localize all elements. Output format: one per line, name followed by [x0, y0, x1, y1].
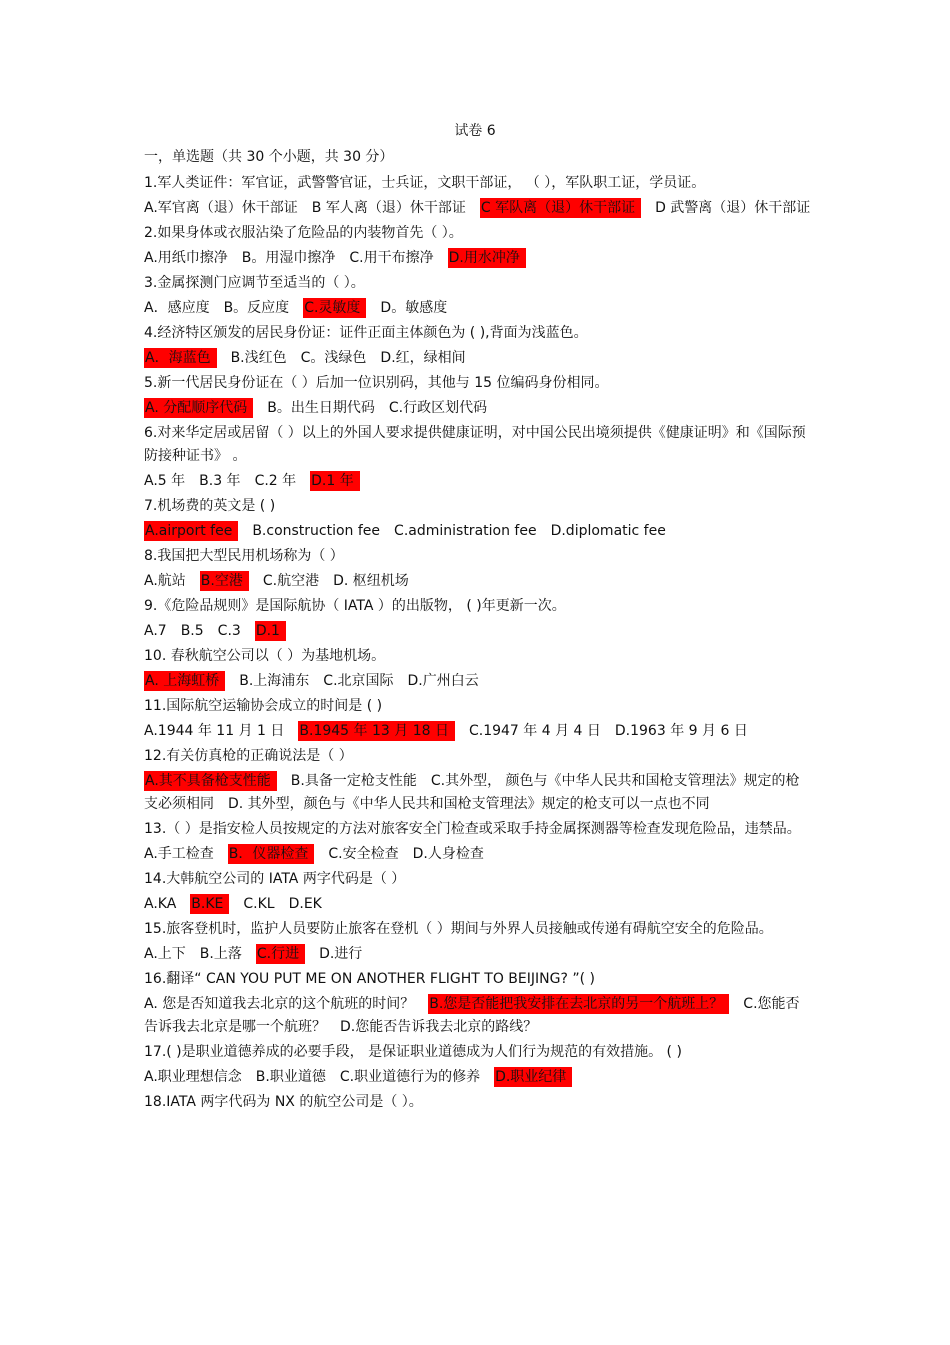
answer-option: A.上下	[144, 946, 186, 962]
option-row	[144, 943, 809, 966]
answer-option: C.administration fee	[394, 523, 537, 539]
question-stem: 5.新一代居民身份证在（ ）后加一位识别码，其他与 15 位编码身份相同。	[144, 375, 609, 391]
answer-option: C.1947 年 4 月 4 日	[468, 723, 601, 739]
question-stem: 15.旅客登机时，监护人员要防止旅客在登机（ ）期间与外界人员接触或传递有碍航空安全的危险品。	[144, 921, 773, 937]
answer-option: B.职业道德	[255, 1069, 326, 1085]
answer-option-highlighted: C.灵敏度	[303, 298, 366, 318]
option-row	[144, 993, 809, 1039]
answer-option: B.construction fee	[252, 523, 381, 539]
answer-option-highlighted: A. 上海虹桥	[144, 671, 225, 691]
answer-option-highlighted: A．海蓝色	[144, 348, 217, 368]
question-stem: 13.（ ）是指安检人员按规定的方法对旅客安全门检查或采取手持金属探测器等检查发现危险品，违禁品。	[144, 821, 801, 837]
answer-option: C.其外型， 颜色与《中华人民共和国枪支管理法》规定的枪支必须相同	[144, 773, 800, 812]
answer-option: C.北京国际	[323, 673, 394, 689]
answer-option: D.1963 年 9 月 6 日	[614, 723, 748, 739]
option-row	[144, 843, 809, 866]
question-stem: 7.机场费的英文是 ( )	[144, 498, 276, 514]
answer-option: D 武警离（退）休干部证	[655, 200, 811, 216]
answer-option-highlighted: A.airport fee	[144, 521, 238, 541]
option-row	[144, 670, 809, 693]
option-row	[144, 297, 809, 320]
answer-option-highlighted: B.您是否能把我安排在去北京的另一个航班上？	[428, 994, 729, 1014]
answer-option-highlighted: B.1945 年 13 月 18 日	[298, 721, 455, 741]
answer-option-highlighted: A. 分配顺序代码	[144, 398, 253, 418]
answer-option: A. 您是否知道我去北京的这个航班的时间？	[144, 996, 415, 1012]
answer-option: C。浅绿色	[300, 350, 367, 366]
question-stem: 8.我国把大型民用机场称为（ ）	[144, 548, 344, 564]
answer-option: B.5	[180, 623, 204, 639]
question-stem: 18.IATA 两字代码为 NX 的航空公司是（ ）。	[144, 1094, 423, 1110]
answer-option-highlighted: C 军队离（退）休干部证	[480, 198, 641, 218]
answer-option: A.用纸巾擦净	[144, 250, 228, 266]
section-heading: 一，单选题（共 30 个小题，共 30 分）	[144, 149, 394, 165]
question-stem: 14.大韩航空公司的 IATA 两字代码是（ ）	[144, 871, 406, 887]
question-stem: 9.《危险品规则》是国际航协（ IATA ）的出版物， ( )年更新一次。	[144, 598, 566, 614]
option-row	[144, 770, 809, 816]
answer-option: C.2 年	[254, 473, 297, 489]
option-row	[144, 347, 809, 370]
option-row	[144, 620, 809, 643]
answer-option-highlighted: D.用水冲净	[448, 248, 526, 268]
answer-option: A.1944 年 11 月 1 日	[144, 723, 285, 739]
answer-option: D.人身检查	[412, 846, 484, 862]
answer-option: A.5 年	[144, 473, 186, 489]
question-stem: 4.经济特区颁发的居民身份证：证件正面主体颜色为 ( ),背面为浅蓝色。	[144, 325, 588, 341]
question-stem: 1.军人类证件：军官证，武警警官证，士兵证，文职干部证， （ ），军队职工证，学员证。	[144, 175, 706, 191]
answer-option: B.具备一定枪支性能	[290, 773, 417, 789]
answer-option: B 军人离（退）休干部证	[311, 200, 466, 216]
option-row	[144, 397, 809, 420]
answer-option: A.航站	[144, 573, 186, 589]
answer-option: C.职业道德行为的修养	[339, 1069, 481, 1085]
answer-option: D.您能否告诉我去北京的路线？	[340, 1019, 538, 1035]
answer-option: C.安全检查	[328, 846, 399, 862]
answer-option-highlighted: D.1	[255, 621, 286, 641]
answer-option-highlighted: B.空港	[200, 571, 249, 591]
question-stem: 16.翻译“ CAN YOU PUT ME ON ANOTHER FLIGHT TO BEIJING? ”( )	[144, 971, 595, 987]
answer-option: D.广州白云	[407, 673, 479, 689]
answer-option: A.军官离（退）休干部证	[144, 200, 298, 216]
answer-option: B.浅红色	[230, 350, 287, 366]
answer-option: D. 枢纽机场	[333, 573, 409, 589]
option-row	[144, 197, 809, 220]
answer-option: B。反应度	[223, 300, 290, 316]
question-stem: 2.如果身体或衣服沾染了危险品的内装物首先（ ）。	[144, 225, 463, 241]
answer-option: D.进行	[319, 946, 363, 962]
answer-option: A.7	[144, 623, 167, 639]
answer-option: C.您能否告诉我去北京是哪一个航班？	[144, 996, 800, 1035]
answer-option: B。出生日期代码	[267, 400, 375, 416]
answer-option: A.职业理想信念	[144, 1069, 242, 1085]
option-row	[144, 470, 809, 493]
answer-option: D.红，绿相间	[380, 350, 466, 366]
answer-option: D.EK	[288, 896, 322, 912]
answer-option: B.上落	[199, 946, 242, 962]
option-row	[144, 720, 809, 743]
question-stem: 12.有关仿真枪的正确说法是（ ）	[144, 748, 353, 764]
answer-option: C.行政区划代码	[388, 400, 488, 416]
answer-option-highlighted: C.行进	[256, 944, 305, 964]
answer-option: B.上海浦东	[239, 673, 310, 689]
option-row	[144, 893, 809, 916]
question-stem: 17.( )是职业道德养成的必要手段， 是保证职业道德成为人们行为规范的有效措施。 ( )	[144, 1044, 682, 1060]
answer-option: C.3	[217, 623, 241, 639]
option-row	[144, 520, 809, 543]
answer-option: C.KL	[243, 896, 275, 912]
answer-option: A．感应度	[144, 300, 210, 316]
question-stem: 11.国际航空运输协会成立的时间是 ( )	[144, 698, 383, 714]
answer-option: D。敏感度	[380, 300, 448, 316]
option-row	[144, 570, 809, 593]
question-stem: 6.对来华定居或居留（ ）以上的外国人要求提供健康证明，对中国公民出境须提供《健康证明》和《国际预防接种证书》 。	[144, 425, 806, 464]
answer-option: C.航空港	[262, 573, 320, 589]
answer-option: A.手工检查	[144, 846, 214, 862]
answer-option: A.KA	[144, 896, 177, 912]
question-list	[144, 172, 809, 1116]
option-row	[144, 1066, 809, 1089]
question-stem: 10. 春秋航空公司以（ ）为基地机场。	[144, 648, 386, 664]
question-stem: 3.金属探测门应调节至适当的（ ）。	[144, 275, 365, 291]
answer-option-highlighted: D.职业纪律	[494, 1067, 572, 1087]
answer-option-highlighted: B.KE	[190, 894, 229, 914]
answer-option-highlighted: B．仪器检查	[228, 844, 315, 864]
answer-option: D.diplomatic fee	[550, 523, 666, 539]
answer-option: D. 其外型，颜色与《中华人民共和国枪支管理法》规定的枪支可以一点也不同	[228, 796, 710, 812]
exam-title: 试卷 6	[454, 123, 496, 139]
answer-option: B。用湿巾擦净	[241, 250, 336, 266]
answer-option-highlighted: D.1 年	[310, 471, 360, 491]
option-row	[144, 247, 809, 270]
answer-option: B.3 年	[199, 473, 241, 489]
answer-option: C.用干布擦净	[349, 250, 434, 266]
answer-option-highlighted: A.其不具备枪支性能	[144, 771, 277, 791]
